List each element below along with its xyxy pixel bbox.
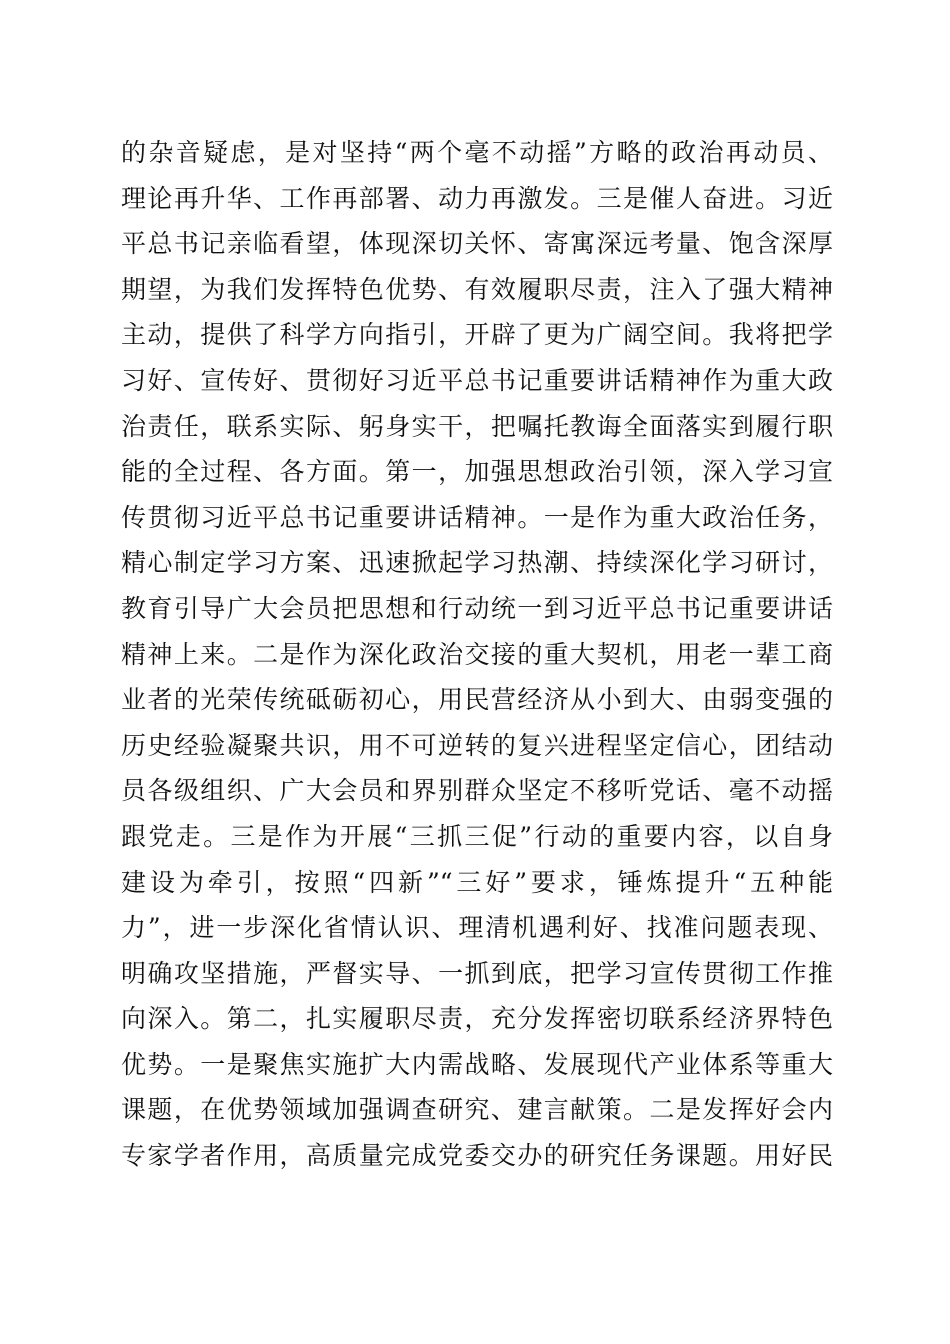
text-line: 教育引导广大会员把思想和行动统一到习近平总书记重要讲话: [121, 593, 833, 623]
text-line: 习好、宣传好、贯彻好习近平总书记重要讲话精神作为重大政: [121, 365, 833, 395]
body-paragraph: [121, 130, 833, 1179]
text-line: 跟党走。三是作为开展“三抓三促”行动的重要内容，以自身: [121, 821, 833, 851]
text-line: 建设为牵引，按照“四新”“三好”要求，锤炼提升“五种能: [121, 867, 833, 897]
text-line: 优势。一是聚焦实施扩大内需战略、发展现代产业体系等重大: [121, 1049, 833, 1079]
text-line: 向深入。第二，扎实履职尽责，充分发挥密切联系经济界特色: [121, 1004, 833, 1034]
text-line: 能的全过程、各方面。第一，加强思想政治引领，深入学习宣: [121, 457, 833, 487]
text-line: 精神上来。二是作为深化政治交接的重大契机，用老一辈工商: [121, 639, 833, 669]
text-line: 明确攻坚措施，严督实导、一抓到底，把学习宣传贯彻工作推: [121, 958, 833, 988]
text-line: 力”，进一步深化省情认识、理清机遇利好、找准问题表现、: [121, 913, 833, 943]
text-line: 平总书记亲临看望，体现深切关怀、寄寓深远考量、饱含深厚: [121, 229, 833, 259]
text-line: 课题，在优势领域加强调查研究、建言献策。二是发挥好会内: [121, 1095, 833, 1125]
text-line: 传贯彻习近平总书记重要讲话精神。一是作为重大政治任务，: [121, 502, 833, 532]
text-line: 的杂音疑虑，是对坚持“两个毫不动摇”方略的政治再动员、: [121, 138, 833, 167]
text-line: 治责任，联系实际、躬身实干，把嘱托教诲全面落实到履行职: [121, 411, 833, 441]
text-line: 专家学者作用，高质量完成党委交办的研究任务课题。用好民: [121, 1141, 833, 1171]
text-line: 期望，为我们发挥特色优势、有效履职尽责，注入了强大精神: [121, 274, 833, 304]
text-line: 主动，提供了科学方向指引，开辟了更为广阔空间。我将把学: [121, 320, 833, 350]
text-line: 员各级组织、广大会员和界别群众坚定不移听党话、毫不动摇: [121, 776, 833, 806]
text-line: 历史经验凝聚共识，用不可逆转的复兴进程坚定信心，团结动: [121, 730, 833, 760]
text-line: 业者的光荣传统砥砺初心，用民营经济从小到大、由弱变强的: [121, 685, 833, 715]
text-line: 理论再升华、工作再部署、动力再激发。三是催人奋进。习近: [121, 183, 833, 213]
text-line: 精心制定学习方案、迅速掀起学习热潮、持续深化学习研讨，: [121, 548, 833, 578]
